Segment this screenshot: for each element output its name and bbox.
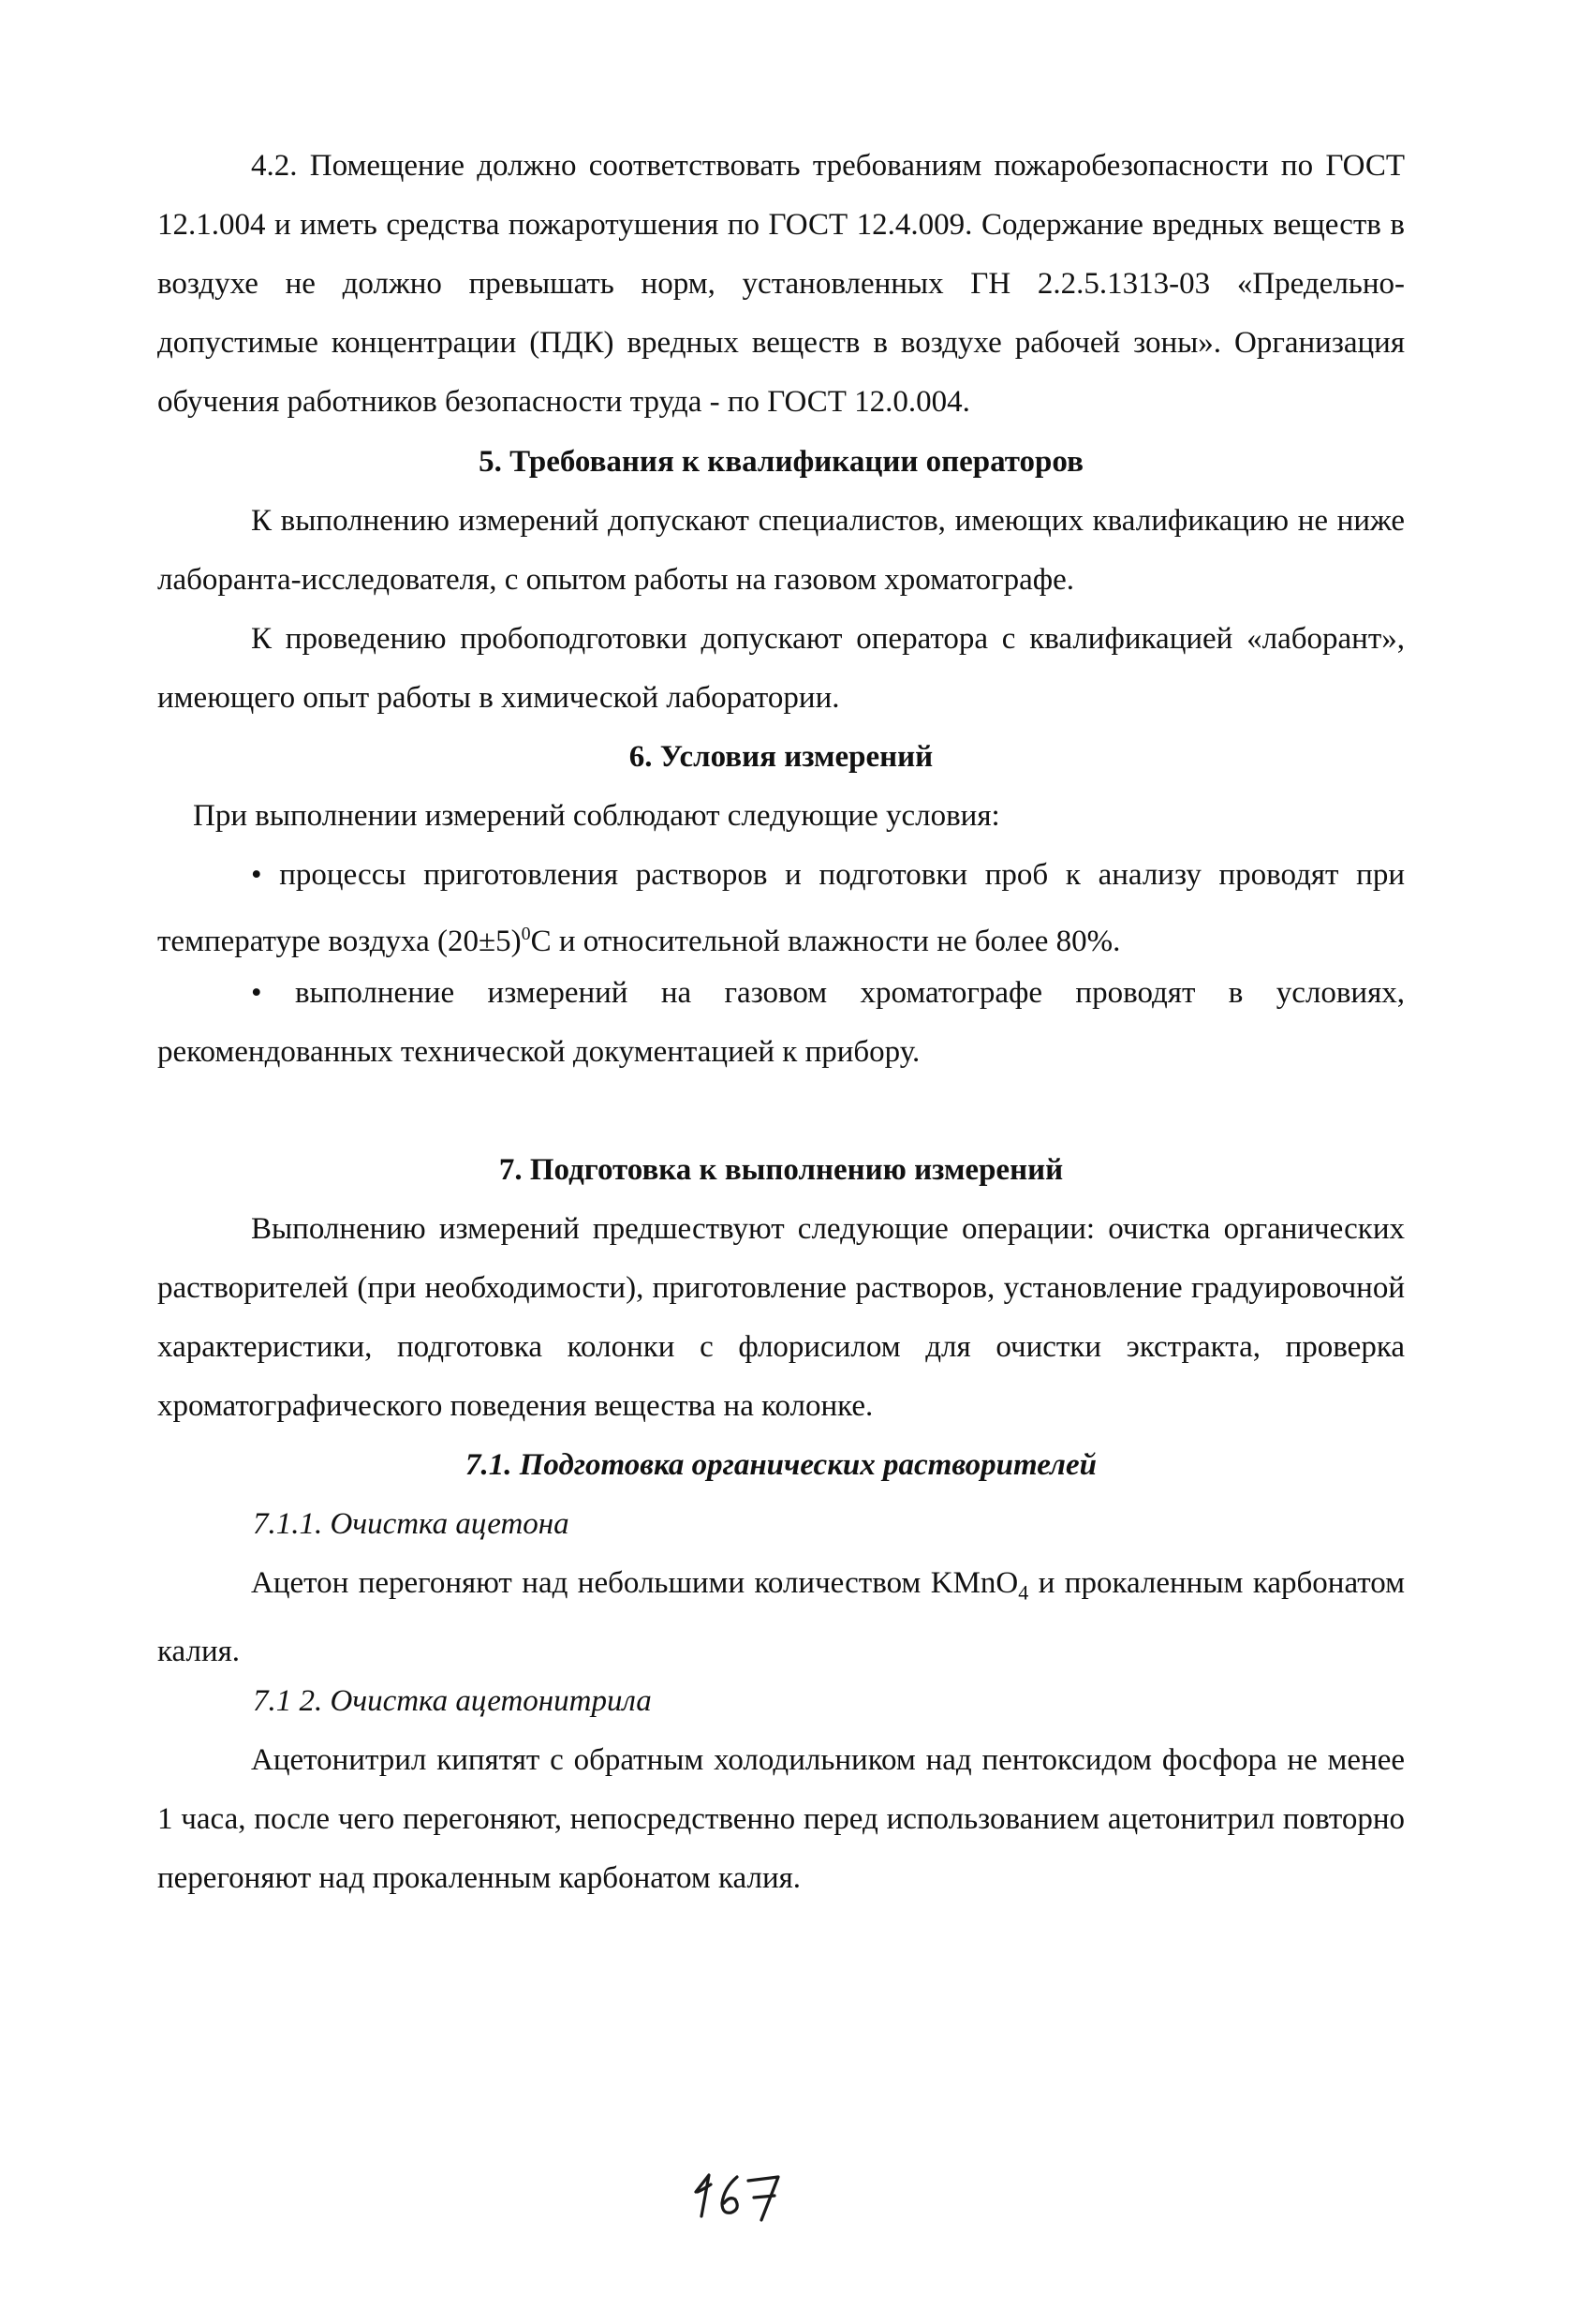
kmno4-subscript: 4 xyxy=(1018,1580,1029,1605)
bullet-text-a: процессы приготовления растворов и подготовки проб к анализу проводят при температуре воздуха (20±5) xyxy=(157,858,1405,958)
bullet-item-chromatograph xyxy=(157,964,1405,1082)
page-number-icon xyxy=(688,2154,791,2229)
paragraph-7-1-2-acetonitrile: Ацетонитрил кипятят с обратным холодильником над пентоксидом фосфора не менее 1 часа, после чего перегоняют, непосредственно перед использованием ацетонитрил повторно перегоняют над прокаленным карбонатом калия. xyxy=(157,1743,1405,1895)
paragraph-5-qualification: К выполнению измерений допускают специалистов, имеющих квалификацию не ниже лаборанта-исследователя, с опытом работы на газовом хроматографе. xyxy=(157,504,1405,597)
heading-section-7: 7. Подготовка к выполнению измерений xyxy=(498,1153,1064,1187)
bullet-text: выполнение измерений на газовом хроматографе проводят в условиях, рекомендованных технической документацией к прибору. xyxy=(157,976,1406,1069)
page-number-handwritten xyxy=(688,2154,791,2234)
kmno4-formula: KMnO xyxy=(930,1566,1019,1600)
heading-7-1-2: 7.1 2. Очистка ацетонитрила xyxy=(253,1684,652,1718)
acetone-text-b: и прокаленным карбонатом калия. xyxy=(157,1566,1405,1668)
heading-7-1: 7.1. Подготовка органических растворителей xyxy=(465,1448,1097,1482)
heading-section-5: 5. Требования к квалификации операторов xyxy=(479,445,1084,479)
bullet-item-temperature xyxy=(157,846,1405,971)
heading-section-6: 6. Условия измерений xyxy=(628,740,934,774)
degree-superscript: 0 xyxy=(521,924,531,944)
acetone-text-a: Ацетон перегоняют над небольшими количеством xyxy=(251,1566,931,1600)
bullet-icon: • xyxy=(251,858,262,892)
bullet-text-b: С и относительной влажности не более 80%. xyxy=(530,925,1121,958)
paragraph-4-2: 4.2. Помещение должно соответствовать требованиям пожаробезопасности по ГОСТ 12.1.004 и иметь средства пожаротушения по ГОСТ 12.4.009. Содержание вредных веществ в воздухе не должно превышать норм, установленных ГН 2.2.5.1313-03 «Предельно-допустимые концентрации (ПДК) вредных веществ в воздухе рабочей зоны». Организация обучения работников безопасности труда - по ГОСТ 12.0.004. xyxy=(157,149,1405,419)
paragraph-6-intro: При выполнении измерений соблюдают следующие условия: xyxy=(193,799,1000,833)
paragraph-7-operations: Выполнению измерений предшествуют следующие операции: очистка органических растворителей (при необходимости), приготовление растворов, установление градуировочной характеристики, подготовка колонки с флорисилом для очистки экстракта, проверка хроматографического поведения вещества на колонке. xyxy=(157,1212,1405,1423)
paragraph-7-1-1-acetone xyxy=(157,1554,1405,1681)
heading-7-1-1: 7.1.1. Очистка ацетона xyxy=(253,1507,569,1541)
paragraph-5-sample-prep: К проведению пробоподготовки допускают оператора с квалификацией «лаборант», имеющего опыт работы в химической лаборатории. xyxy=(157,622,1405,715)
bullet-icon: • xyxy=(251,976,262,1010)
